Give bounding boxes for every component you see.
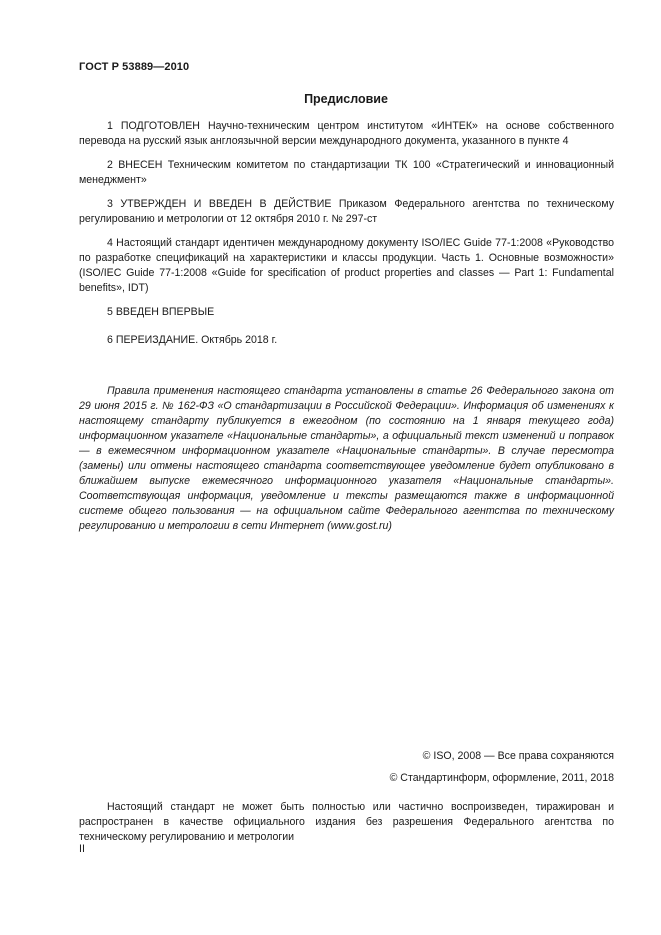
foreword-item-1: 1 ПОДГОТОВЛЕН Научно-техническим центром институтом «ИНТЕК» на основе собственного перевода на русский язык англоязычной версии международного документа, указанного в пункте 4 [79, 120, 614, 147]
foreword-item-6: 6 ПЕРЕИЗДАНИЕ. Октябрь 2018 г. [107, 334, 278, 346]
application-rules-notice: Правила применения настоящего стандарта установлены в статье 26 Федерального закона от 29 июня 2015 г. № 162-ФЗ «О стандартизации в Российской Федерации». Информация об изменениях к настоящему стандарту публикуется в ежегодном (по состоянию на 1 января текущего года) информационном указателе «Национальные стандарты», а официальный текст изменений и поправок — в ежемесячном информационном указателе «Национальные стандарты». В случае пересмотра (замены) или отмены настоящего стандарта соответствующее уведомление будет опубликовано в ближайшем выпуске ежемесячного информационного указателя «Национальные стандарты». Соответствующая информация, уведомление и тексты размещаются также в информационной системе общего пользования — на официальном сайте Федерального агентства по техническому регулированию и метрологии в сети Интернет (www.gost.ru) [79, 385, 614, 532]
copyright-standartinform: © Стандартинформ, оформление, 2011, 2018 [389, 772, 614, 784]
foreword-item-2: 2 ВНЕСЕН Техническим комитетом по стандартизации ТК 100 «Стратегический и инновационный менеджмент» [79, 159, 614, 186]
copyright-iso: © ISO, 2008 — Все права сохраняются [422, 750, 614, 762]
foreword-item-5: 5 ВВЕДЕН ВПЕРВЫЕ [107, 306, 215, 318]
page-title: Предисловие [304, 92, 388, 106]
document-code: ГОСТ Р 53889—2010 [79, 61, 190, 73]
foreword-item-4: 4 Настоящий стандарт идентичен международному документу ISO/IEC Guide 77-1:2008 «Руководство по разработке спецификаций на характеристики и классы продукции. Часть 1. Основные возможности» (ISO/IEC Guide 77-1:2008 «Guide for specification of product properties and classes — Part 1: Fundamental benefits», IDT) [79, 237, 614, 294]
page-number: II [79, 843, 85, 855]
reproduction-notice: Настоящий стандарт не может быть полностью или частично воспроизведен, тиражирован и распространен в качестве официального издания без разрешения Федерального агентства по техническому регулированию и метрологии [79, 801, 614, 843]
foreword-item-3: 3 УТВЕРЖДЕН И ВВЕДЕН В ДЕЙСТВИЕ Приказом Федерального агентства по техническому регулированию и метрологии от 12 октября 2010 г. № 297-ст [79, 198, 614, 225]
